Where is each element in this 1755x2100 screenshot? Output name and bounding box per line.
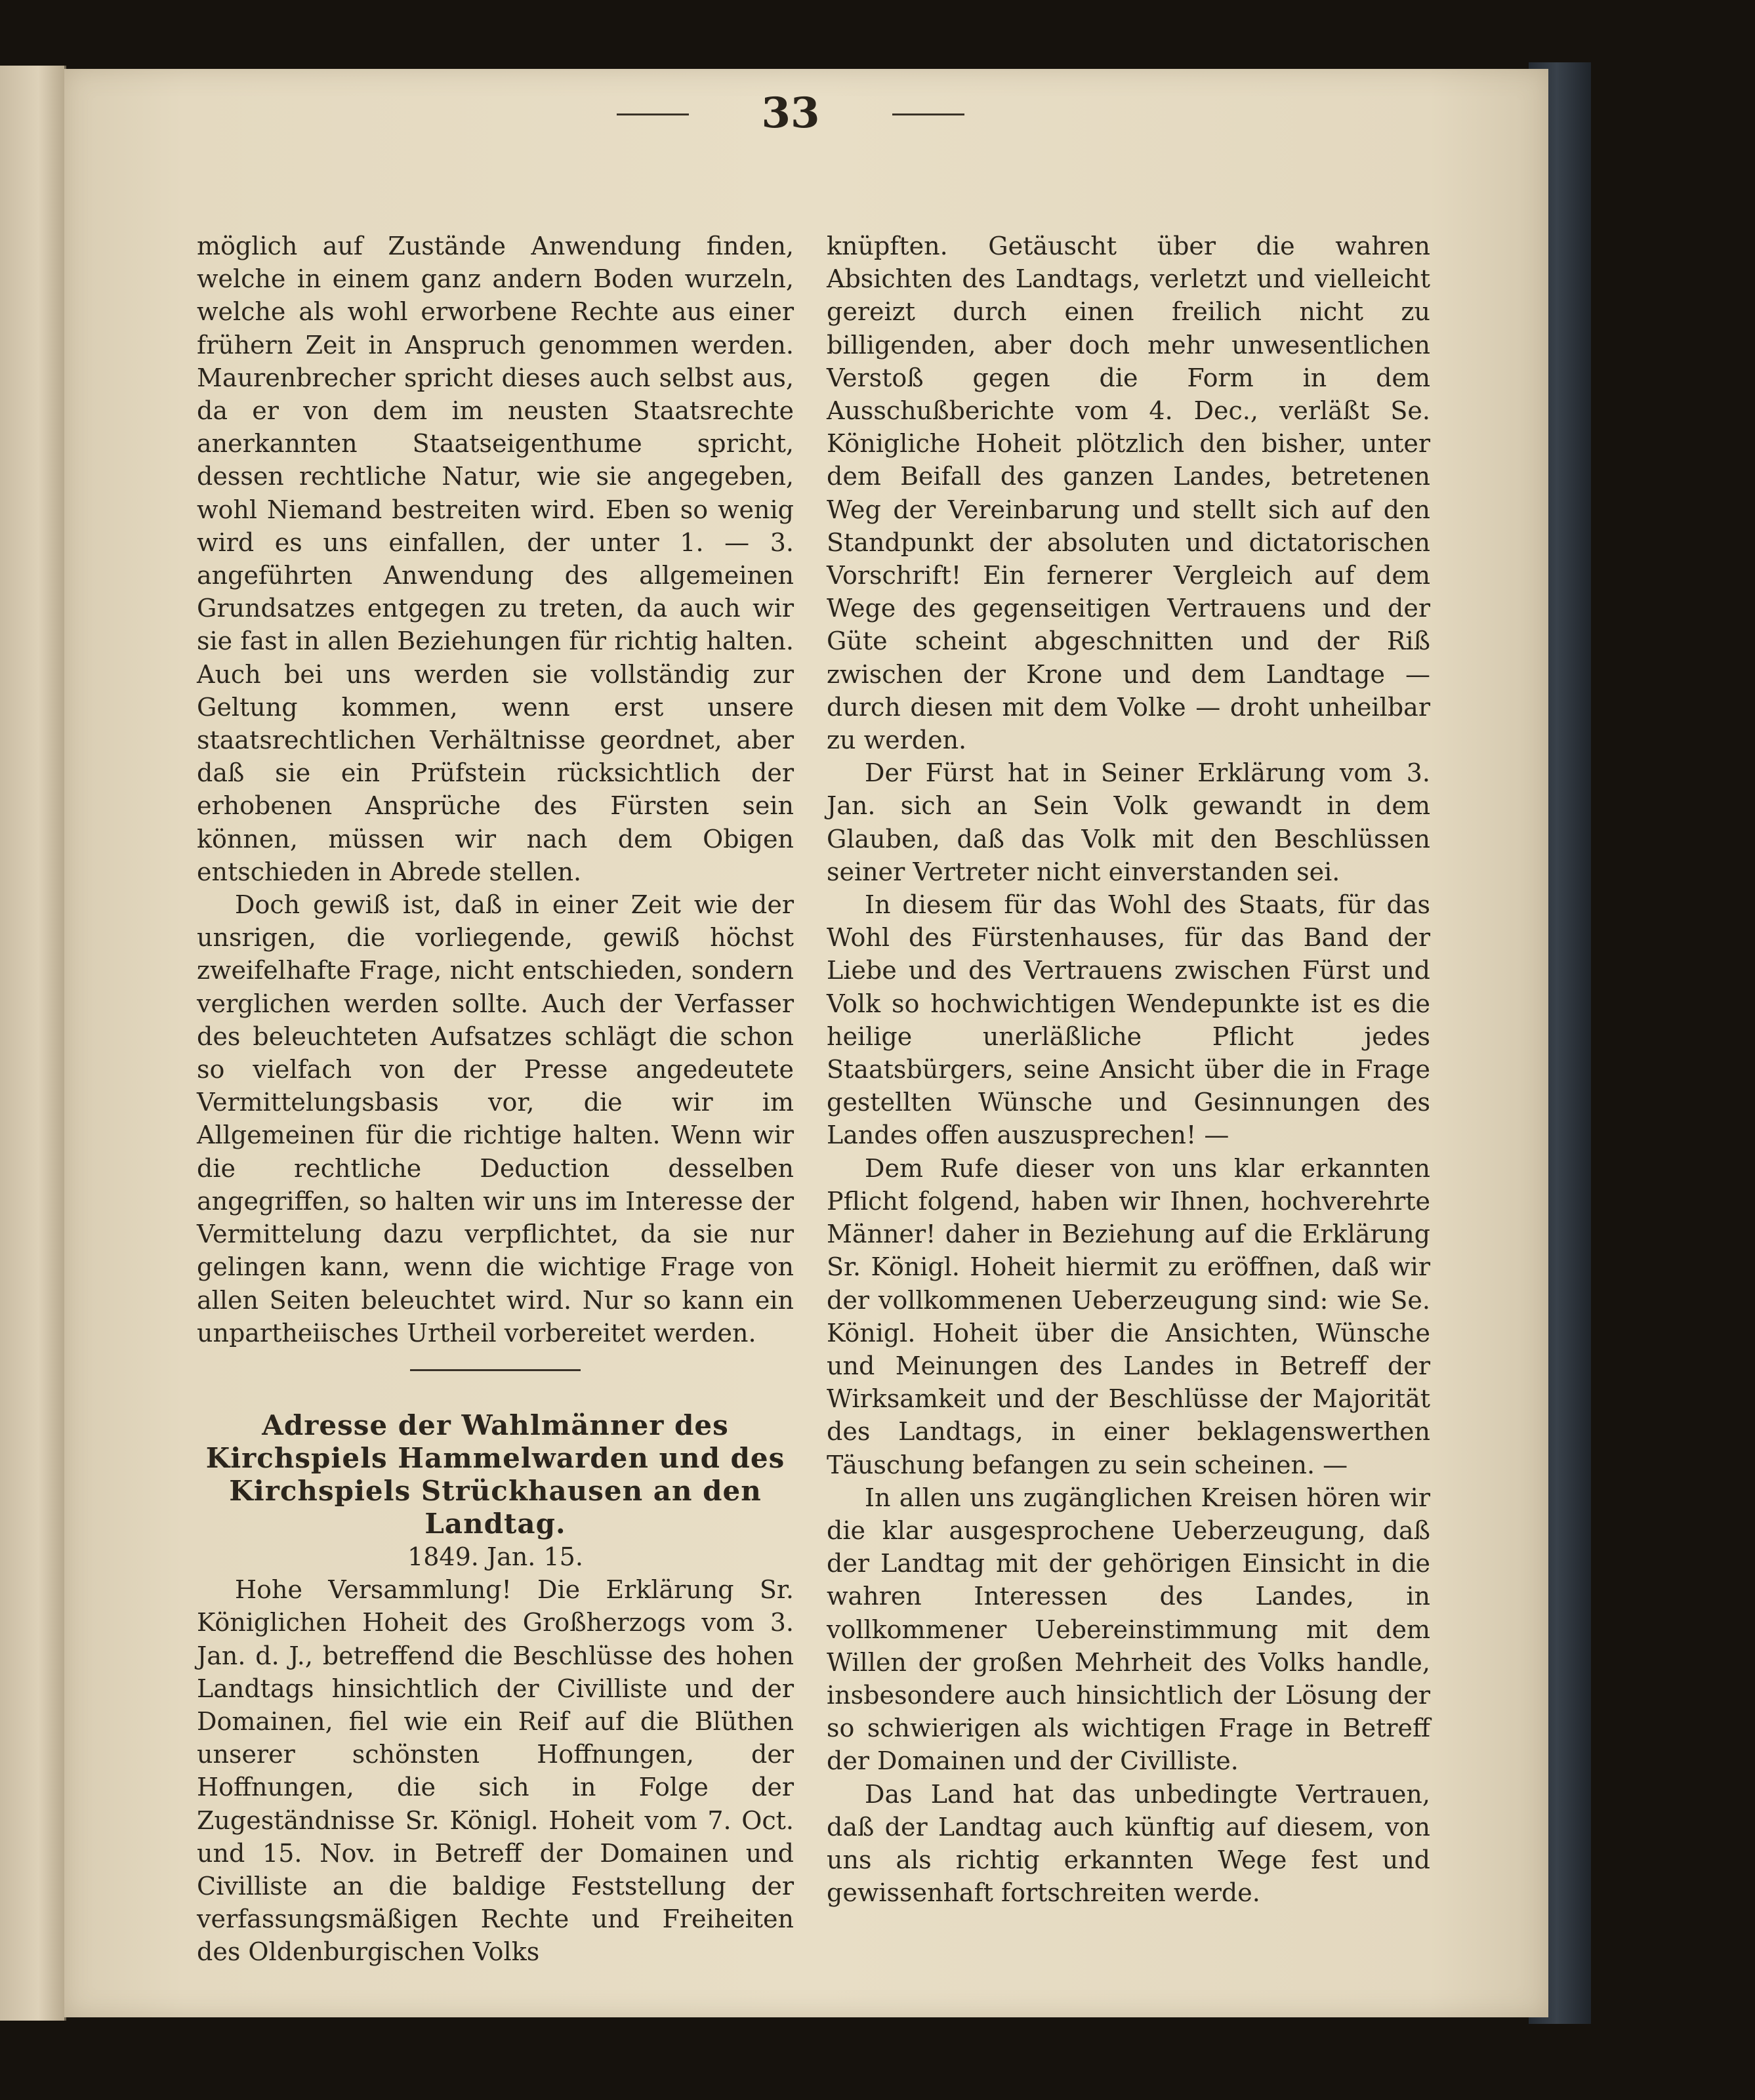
left-paragraph-1: möglich auf Zustände Anwendung finden, welche in einem ganz andern Boden wurzeln, welche als wohl erworbene Rechte aus einer frühern Zeit in Anspruch genommen werden. Maurenbrecher spricht dieses auch selbst aus, da er von dem im neusten Staatsrechte anerkannten Staatseigenthume spricht, dessen rechtliche Natur, wie sie angegeben, wohl Niemand bestreiten wird. Eben so wenig wird es uns einfallen, der unter 1. — 3. angeführten Anwendung des allgemeinen Grundsatzes entgegen zu treten, da auch wir sie fast in allen Beziehungen für richtig halten. Auch bei uns werden sie vollständig zur Geltung kommen, wenn erst unsere staatsrechtlichen Verhältnisse geordnet, aber daß sie ein Prüfstein rücksichtlich der erhobenen Ansprüche des Fürsten sein können, müssen wir nach dem Obigen entschieden in Abrede stellen. xyxy=(197,232,794,886)
right-paragraph-4: Dem Rufe dieser von uns klar erkannten Pflicht folgend, haben wir Ihnen, hochverehrte Männer! daher in Beziehung auf die Erklärung Sr. Königl. Hoheit hiermit zu eröffnen, daß wir der vollkommenen Ueberzeugung sind: wie Se. Königl. Hoheit über die Ansichten, Wünsche und Meinungen des Landes in Betreff der Wirksamkeit und der Beschlüsse der Majorität des Landtags, in einer beklagenswerthen Täuschung befangen zu sein scheinen. — xyxy=(827,1153,1430,1479)
right-column xyxy=(827,230,1430,1909)
address-heading: Adresse der Wahlmänner des Kirchspiels Hammelwarden und des Kirchspiels Strückhausen an den Landtag. xyxy=(205,1409,785,1540)
left-column xyxy=(197,230,794,1969)
right-paragraph-2: Der Fürst hat in Seiner Erklärung vom 3. Jan. sich an Sein Volk gewandt in dem Glauben, daß das Volk mit den Beschlüssen seiner Vertreter nicht einverstanden sei. xyxy=(827,758,1430,886)
right-paragraph-5: In allen uns zugänglichen Kreisen hören wir die klar ausgesprochene Ueberzeugung, daß der Landtag mit der gehörigen Einsicht in die wahren Interessen des Landes, in vollkommener Uebereinstimmung mit dem Willen der großen Mehrheit des Volks handle, insbesondere auch hinsichtlich der Lösung der so schwierigen als wichtigen Frage in Betreff der Domainen und der Civilliste. xyxy=(827,1483,1430,1776)
address-date: 1849. Jan. 15. xyxy=(407,1542,583,1571)
right-paragraph-6: Das Land hat das unbedingte Vertrauen, daß der Landtag auch künftig auf diesem, von uns als richtig erkannten Wege fest und gewissenhaft fortschreiten werde. xyxy=(827,1779,1430,1908)
section-divider xyxy=(410,1369,581,1371)
page-number: 33 xyxy=(722,89,859,138)
left-paragraph-2: Doch gewiß ist, daß in einer Zeit wie der unsrigen, die vorliegende, gewiß höchst zweifelhafte Frage, nicht entschieden, sondern verglichen werden sollte. Auch der Verfasser des beleuchteten Aufsatzes schlägt die schon so vielfach von der Presse angedeutete Vermittelungsbasis vor, die wir im Allgemeinen für die richtige halten. Wenn wir die rechtliche Deduction desselben angegriffen, so halten wir uns im Interesse der Vermittelung dazu verpflichtet, da sie nur gelingen kann, wenn die wichtige Frage von allen Seiten beleuchtet wird. Nur so kann ein unpartheiisches Urtheil vorbereitet werden. xyxy=(197,890,794,1348)
left-paragraph-3: Hohe Versammlung! Die Erklärung Sr. Königlichen Hoheit des Großherzogs vom 3. Jan. d. J., betreffend die Beschlüsse des hohen Landtags hinsichtlich der Civilliste und der Domainen, fiel wie ein Reif auf die Blüthen unserer schönsten Hoffnungen, der Hoffnungen, die sich in Folge der Zugeständnisse Sr. Königl. Hoheit vom 7. Oct. und 15. Nov. in Betreff der Domainen und Civilliste an die baldige Feststellung der verfassungsmäßigen Rechte und Freiheiten des Oldenburgischen Volks xyxy=(197,1575,794,1967)
facing-page-edge xyxy=(0,66,66,2021)
right-paragraph-1: knüpften. Getäuscht über die wahren Absichten des Landtags, verletzt und vielleicht gereizt durch einen freilich nicht zu billigenden, aber doch mehr unwesentlichen Verstoß gegen die Form in dem Ausschußberichte vom 4. Dec., verläßt Se. Königliche Hoheit plötzlich den bisher, unter dem Beifall des ganzen Landes, betretenen Weg der Vereinbarung und stellt sich auf den Standpunkt der absoluten und dictatorischen Vorschrift! Ein fernerer Vergleich auf dem Wege des gegenseitigen Vertrauens und der Güte scheint abgeschnitten und der Riß zwischen der Krone und dem Landtage — durch diesen mit dem Volke — droht unheilbar zu werden. xyxy=(827,232,1430,755)
right-paragraph-3: In diesem für das Wohl des Staats, für das Wohl des Fürstenhauses, für das Band der Liebe und des Vertrauens zwischen Fürst und Volk so hochwichtigen Wendepunkte ist es die heilige unerläßliche Pflicht jedes Staatsbürgers, seine Ansicht über die in Frage gestellten Wünsche und Gesinnungen des Landes offen auszusprechen! — xyxy=(827,890,1430,1150)
